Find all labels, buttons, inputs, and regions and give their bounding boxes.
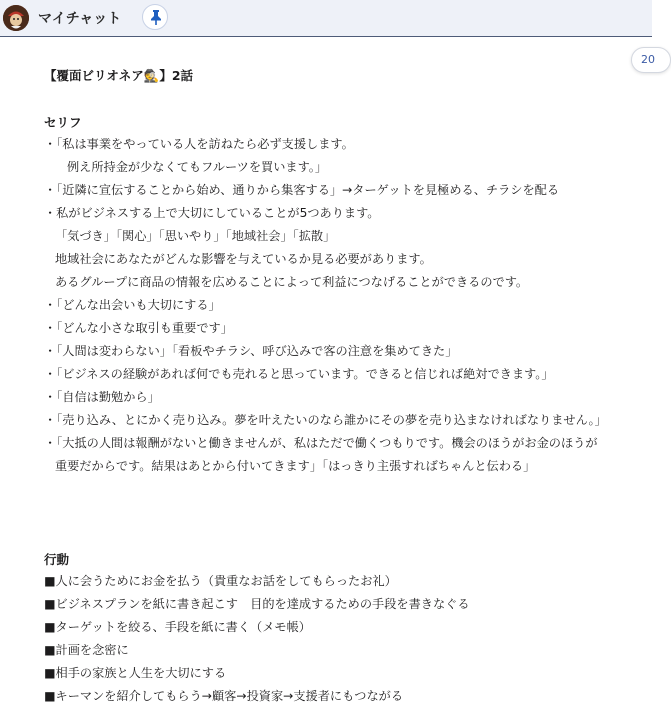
serif-line: あるグループに商品の情報を広めることによって利益につなげることができるのです。	[55, 275, 529, 289]
avatar[interactable]	[3, 5, 29, 31]
action-line: ■ビジネスプランを紙に書き起こす 目的を達成するための手段を書きなぐる	[44, 597, 470, 611]
serif-line: ・「ビジネスの経験があれば何でも売れると思っています。できると信じれば絶対できます。」	[44, 367, 554, 381]
pin-icon	[148, 9, 164, 26]
canvas-document	[0, 38, 652, 703]
serif-line: 地域社会にあなたがどんな影響を与えているか見る必要があります。	[55, 252, 432, 266]
serif-line: ・私がビジネスする上で大切にしていることが5つあります。	[44, 206, 380, 220]
section-heading-serif: セリフ	[44, 115, 82, 130]
action-line: ■人に会うためにお金を払う（貴重なお話をしてもらったお礼）	[44, 574, 397, 588]
action-line: ■ターゲットを絞る、手段を紙に書く（メモ帳）	[44, 620, 311, 634]
pin-button[interactable]	[142, 4, 168, 30]
serif-line: ・「売り込み、とにかく売り込み。夢を叶えたいのなら誰かにその夢を売り込まなければなりません。」	[44, 413, 607, 427]
serif-line: ・「私は事業をやっている人を訪ねたら必ず支援します。	[44, 137, 354, 151]
serif-line: ・「人間は変わらない」「看板やチラシ、呼び込みで客の注意を集めてきた」	[44, 344, 458, 358]
serif-line: ・「どんな小さな取引も重要です」	[44, 321, 233, 335]
document-title: 【覆面ビリオネア🕵️】2話	[44, 68, 194, 83]
serif-line: 重要だからです。結果はあとから付いてきます」「はっきり主張すればちゃんと伝わる」	[55, 459, 536, 473]
serif-line: ・「大抵の人間は報酬がないと働きませんが、私はただで働くつもりです。機会のほうがお金のほうが	[44, 436, 598, 450]
new-messages-pill[interactable]: 20	[631, 47, 671, 73]
channel-title: マイチャット	[38, 11, 122, 27]
section-heading-action: 行動	[44, 552, 70, 567]
serif-line: ・「近隣に宣伝することから始め、通りから集客する」→ターゲットを見極める、チラシを配る	[44, 183, 560, 197]
action-line: ■相手の家族と人生を大切にする	[44, 666, 227, 680]
action-line: ■計画を念密に	[44, 643, 129, 657]
serif-line: ・「自信は勤勉から」	[44, 390, 160, 404]
serif-line: ・「どんな出会いも大切にする」	[44, 298, 221, 312]
serif-line: 「気づき」「関心」「思いやり」「地域社会」「拡散」	[55, 229, 336, 243]
channel-header	[0, 0, 652, 37]
serif-line: 例え所持金が少なくてもフルーツを買います。」	[67, 160, 328, 174]
action-line: ■キーマンを紹介してもらう→顧客→投資家→支援者にもつながる	[44, 689, 404, 703]
